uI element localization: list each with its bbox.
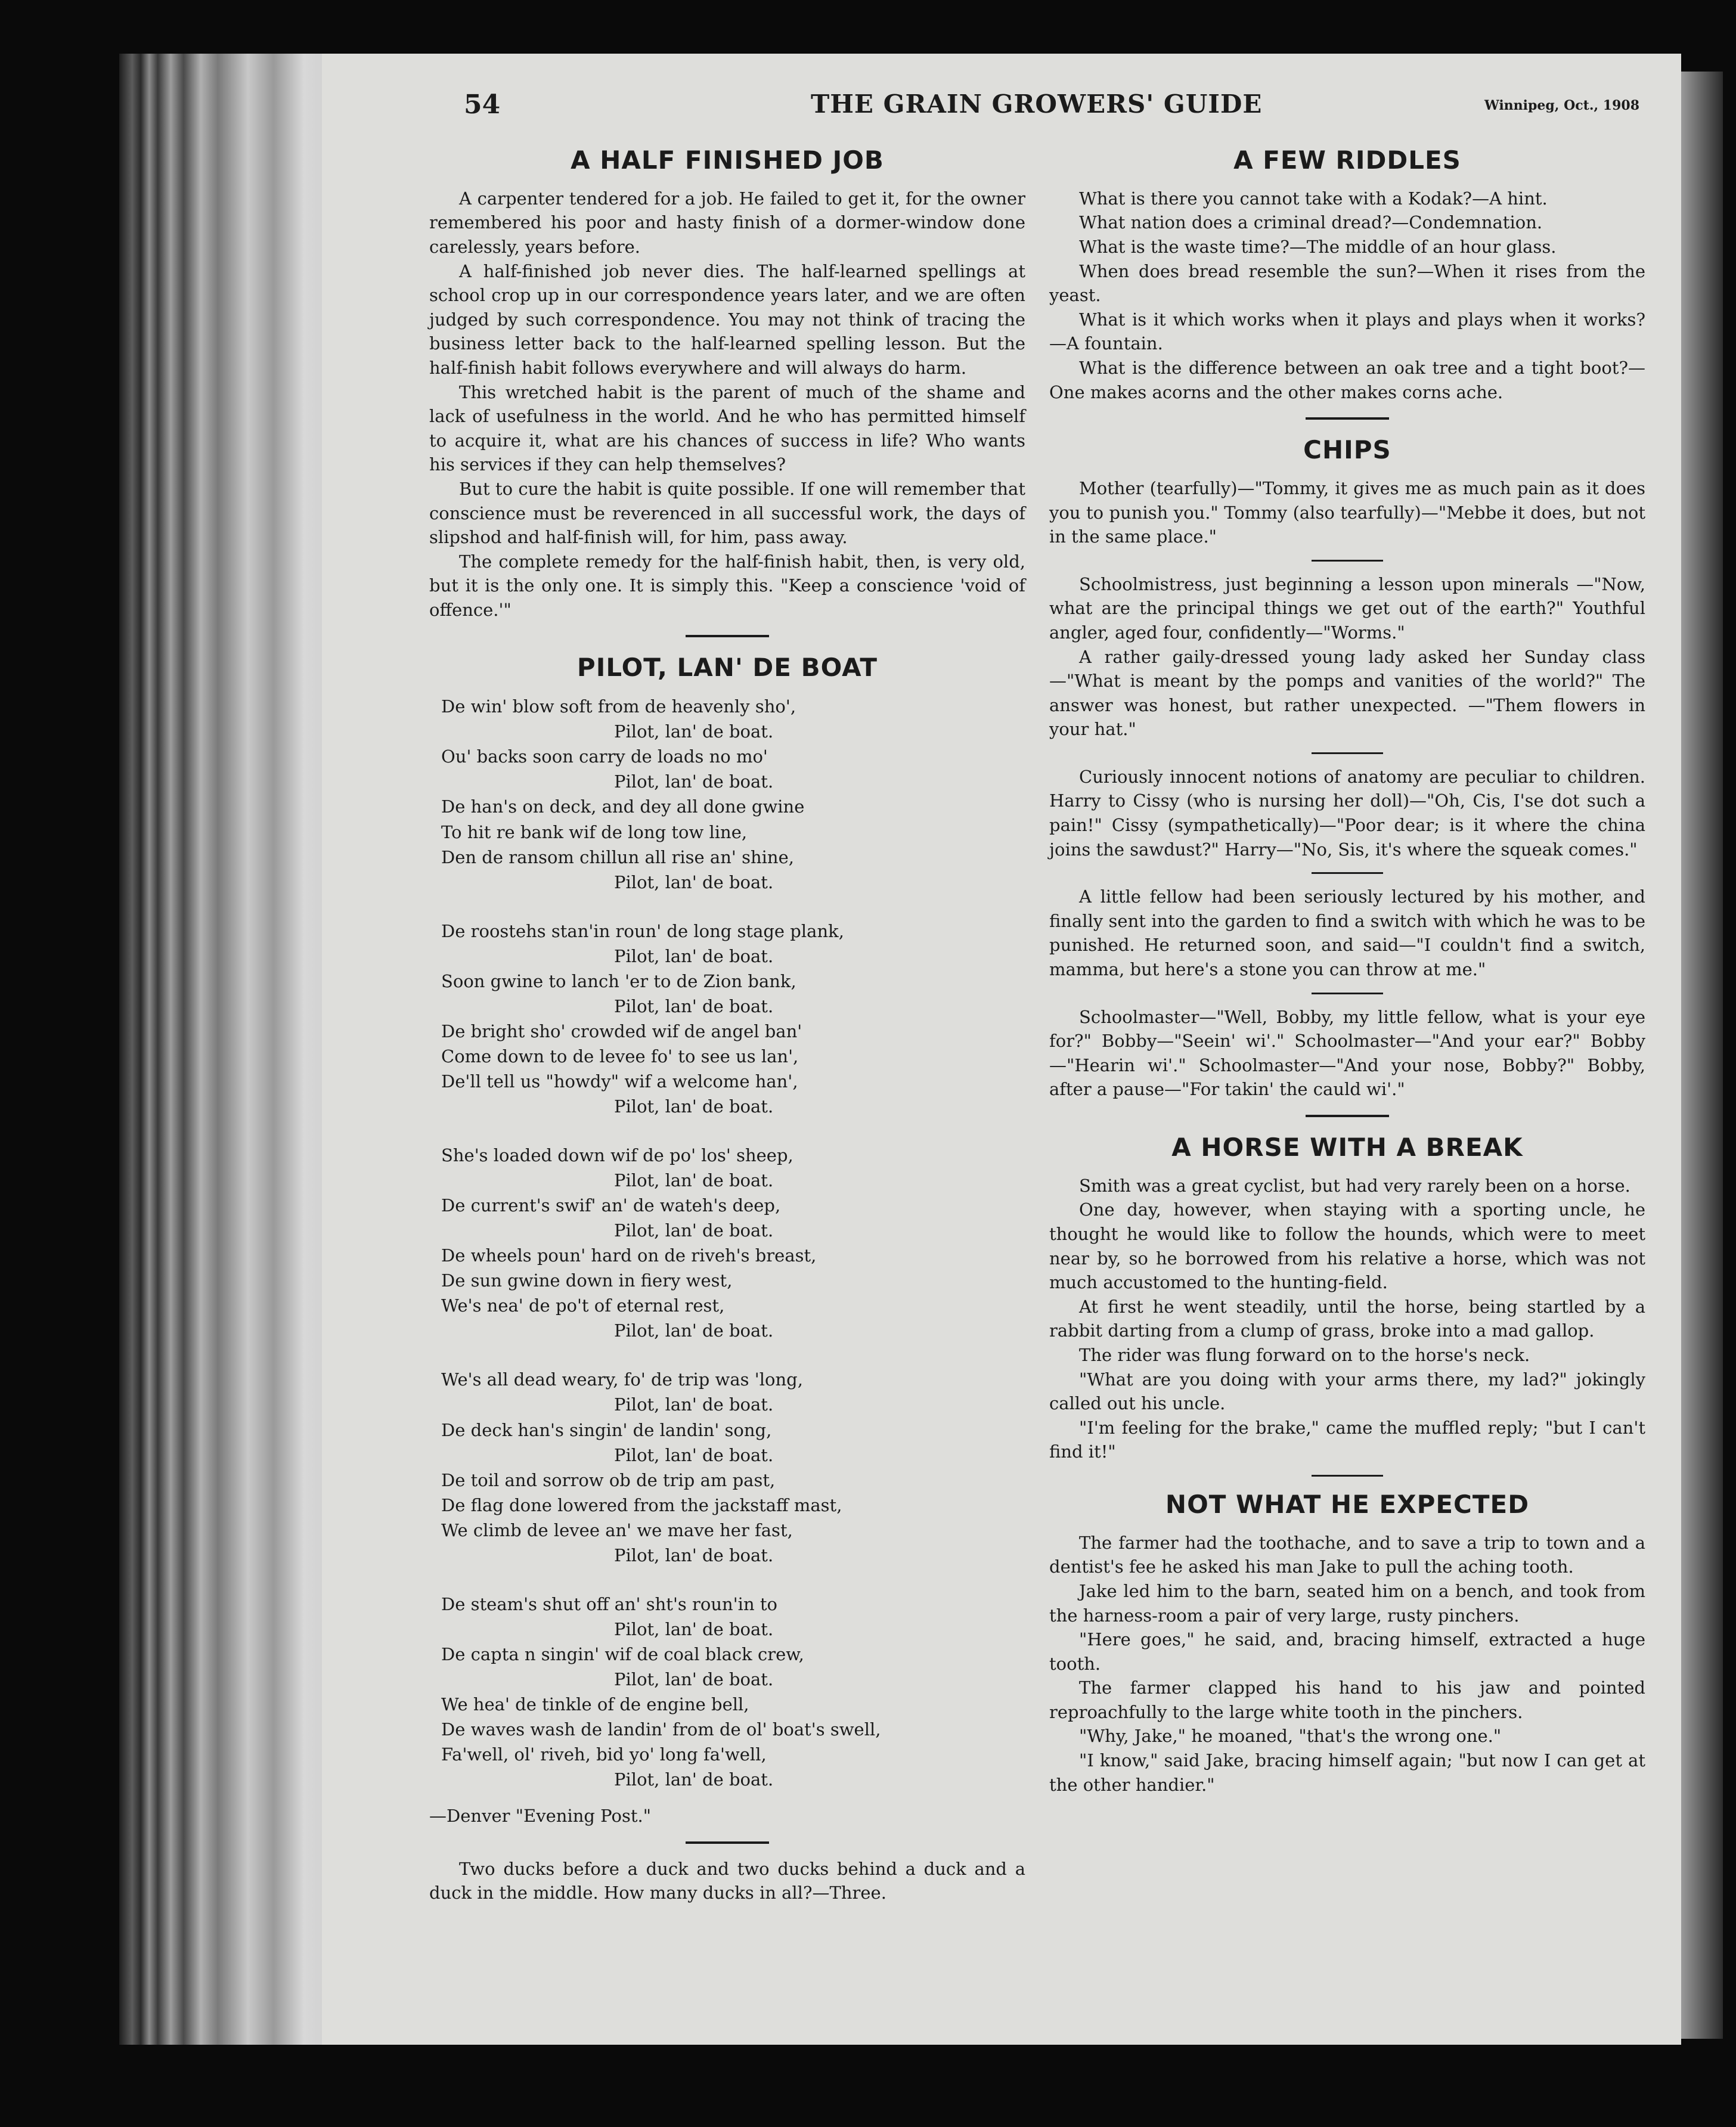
poem-refrain: Pilot, lan' de boat. [614,1545,774,1565]
paragraph: "I know," said Jake, bracing himself again; "but now I can get at the other handier." [1049,1750,1645,1795]
article-horse-with-a-break [1049,1130,1645,1464]
item-divider [1312,752,1383,754]
poem-stanza [429,1592,1025,1792]
poem-line: De bright sho' crowded wif de angel ban' [441,1021,802,1041]
section-divider [1306,417,1389,420]
paragraph: A carpenter tendered for a job. He failed to get it, for the owner remembered his poor and hasty finish of a dormer-window done carelessly, years before. [429,188,1025,257]
item-divider [1312,560,1383,562]
riddle: What is there you cannot take with a Kodak?—A hint. [1079,188,1548,209]
poem-stanza [429,1143,1025,1343]
article-not-what-he-expected [1049,1487,1645,1797]
poem-stanza [429,919,1025,1119]
paragraph: But to cure the habit is quite possible. If one will remember that conscience must be reverenced in all successful work, the days of slipshod and half-finish will, for him, pass away. [429,478,1025,548]
poem-refrain: Pilot, lan' de boat. [614,1444,774,1465]
article-title: CHIPS [1303,435,1391,465]
paragraph: A half-finished job never dies. The half-learned spellings at school crop up in our correspondence years later, and we are often judged by such correspondence. You may not think of tracing the business letter back to the half-learned spelling lesson. But the half-finish habit follows everywhere and will always do harm. [429,261,1025,378]
section-divider [1306,1115,1389,1117]
poem-credit: —Denver "Evening Post." [429,1806,652,1827]
poem-line: De sun gwine down in fiery west, [441,1270,733,1291]
poem-line: De waves wash de landin' from de ol' boat's swell, [441,1719,881,1740]
chip-item: Curiously innocent notions of anatomy are peculiar to children. Harry to Cissy (who is nursing her doll)—"Oh, Cis, I'se dot such a pain!" Cissy (sympathetically)—"Poor dear; is it where the china joins the sawdust?" Harry—"No, Sis, it's where the squeak comes." [1049,766,1645,860]
poem-stanza [429,1367,1025,1567]
article-few-riddles [1049,143,1645,404]
article-title: A HALF FINISHED JOB [571,145,884,175]
paragraph: The complete remedy for the half-finish habit, then, is very old, but it is the only one. It is simply this. "Keep a conscience 'void of offence.'" [429,551,1025,620]
riddle: What is it which works when it plays and plays when it works?—A fountain. [1049,309,1645,354]
poem-refrain: Pilot, lan' de boat. [614,1669,774,1689]
page-number: 54 [464,89,501,120]
poem-line: We's all dead weary, fo' de trip was 'long, [441,1369,803,1390]
poem-body [429,694,1025,1792]
poem-line: De flag done lowered from the jackstaff mast, [441,1495,842,1515]
section-divider [686,1841,769,1844]
page-edge [1681,72,1723,2039]
poem-line: De capta n singin' wif de coal black crew, [441,1644,804,1664]
poem-refrain: Pilot, lan' de boat. [614,1769,774,1790]
poem-line: She's loaded down wif de po' los' sheep, [441,1145,793,1166]
poem-refrain: Pilot, lan' de boat. [614,872,774,892]
chip-item: Mother (tearfully)—"Tommy, it gives me as much pain as it does you to punish you." Tommy (also tearfully)—"Mebbe it does, but not in the same place." [1049,478,1645,547]
poem-line: Den de ransom chillun all rise an' shine, [441,847,794,867]
poem-line: We's nea' de po't of eternal rest, [441,1295,725,1316]
poem-title: PILOT, LAN' DE BOAT [576,653,878,683]
riddle: What is the difference between an oak tree and a tight boot?—One makes acorns and the other makes corns ache. [1049,357,1645,402]
paragraph: This wretched habit is the parent of much of the shame and lack of usefulness in the world. And he who has permitted himself to acquire it, what are his chances of success in life? Who wants his services if they can help themselves? [429,382,1025,475]
poem-refrain: Pilot, lan' de boat. [614,771,774,792]
book-binding [119,54,334,2045]
article-chips [1049,433,1645,1102]
paragraph: "What are you doing with your arms there, my lad?" jokingly called out his uncle. [1049,1369,1645,1414]
poem-refrain: Pilot, lan' de boat. [614,1220,774,1241]
publication-title: THE GRAIN GROWERS' GUIDE [811,89,1263,119]
paragraph: At first he went steadily, until the horse, being startled by a rabbit darting from a clump of grass, broke into a mad gallop. [1049,1296,1645,1341]
chip-item: Schoolmistress, just beginning a lesson upon minerals —"Now, what are the principal things we get out of the earth?" Youthful angler, aged four, confidently—"Worms." [1049,573,1645,643]
dateline: Winnipeg, Oct., 1908 [1484,98,1640,113]
paragraph: The farmer clapped his hand to his jaw and pointed reproachfully to the large white tooth in the pinchers. [1049,1678,1645,1722]
poem-line: Ou' backs soon carry de loads no mo' [441,746,768,767]
section-divider [1312,1475,1383,1477]
newspaper-page [322,54,1681,2045]
paragraph: "I'm feeling for the brake," came the muffled reply; "but I can't find it!" [1049,1417,1645,1462]
paragraph: The rider was flung forward on to the horse's neck. [1079,1344,1530,1365]
poem-refrain: Pilot, lan' de boat. [614,945,774,966]
paragraph: One day, however, when staying with a sporting uncle, he thought he would like to follow the hounds, which were to meet near by, so he borrowed from his relative a horse, which was not much accustomed to the hunting-field. [1049,1199,1645,1293]
chip-item: A rather gaily-dressed young lady asked her Sunday class—"What is meant by the pomps and vanities of the world?" The answer was honest, but rather unexpected. —"Them flowers in your hat." [1049,646,1645,740]
riddle: What nation does a criminal dread?—Condemnation. [1079,212,1543,233]
right-column [1049,137,1645,1797]
paragraph: Smith was a great cyclist, but had very rarely been on a horse. [1079,1175,1630,1196]
poem-line: Come down to de levee fo' to see us lan', [441,1046,799,1066]
poem-refrain: Pilot, lan' de boat. [614,1320,774,1341]
chip-item: Schoolmaster—"Well, Bobby, my little fellow, what is your eye for?" Bobby—"Seein' wi'." Schoolmaster—"And your ear?" Bobby—"Hearin wi'." Schoolmaster—"And your nose, Bobby?" Bobby, after a pause—"For takin' the cauld wi'." [1049,1006,1645,1100]
poem-line: De'll tell us "howdy" wif a welcome han', [441,1071,798,1092]
item-divider [1312,993,1383,994]
riddle: When does bread resemble the sun?—When it rises from the yeast. [1049,261,1645,306]
article-title: NOT WHAT HE EXPECTED [1165,1489,1530,1519]
poem-line: Soon gwine to lanch 'er to de Zion bank, [441,971,796,991]
paragraph: The farmer had the toothache, and to save a trip to town and a dentist's fee he asked his man Jake to pull the aching tooth. [1049,1532,1645,1577]
article-title: A HORSE WITH A BREAK [1171,1133,1523,1162]
poem-refrain: Pilot, lan' de boat. [614,1394,774,1415]
left-column [429,137,1025,1905]
poem-line: To hit re bank wif de long tow line, [441,821,748,842]
ducks-riddle: Two ducks before a duck and two ducks behind a duck and a duck in the middle. How many ducks in all?—Three. [429,1858,1025,1903]
poem-refrain: Pilot, lan' de boat. [614,1096,774,1117]
poem-refrain: Pilot, lan' de boat. [614,1170,774,1191]
paragraph: "Why, Jake," he moaned, "that's the wrong one." [1079,1726,1502,1747]
poem-line: De han's on deck, and dey all done gwine [441,796,805,817]
riddle: What is the waste time?—The middle of an hour glass. [1079,236,1557,257]
poem-line: De win' blow soft from de heavenly sho', [441,696,796,717]
poem-line: De deck han's singin' de landin' song, [441,1419,772,1440]
poem-line: De steam's shut off an' sht's roun'in to [441,1593,777,1614]
poem-refrain: Pilot, lan' de boat. [614,996,774,1016]
poem-line: We hea' de tinkle of de engine bell, [441,1694,749,1714]
section-divider [686,635,769,637]
chip-item: A little fellow had been seriously lectured by his mother, and finally sent into the garden to find a switch with which he was to be punished. He returned soon, and said—"I couldn't find a switch, mamma, but here's a stone you can throw at me." [1049,886,1645,980]
poem-refrain: Pilot, lan' de boat. [614,1618,774,1639]
article-title: A FEW RIDDLES [1233,145,1461,175]
poem-pilot-lan-de-boat [429,650,1025,1828]
poem-refrain: Pilot, lan' de boat. [614,721,774,742]
poem-stanza [429,694,1025,894]
poem-line: De roostehs stan'in roun' de long stage plank, [441,920,844,941]
poem-line: Fa'well, ol' riveh, bid yo' long fa'well, [441,1744,767,1765]
poem-line: We climb de levee an' we mave her fast, [441,1520,793,1540]
poem-line: De toil and sorrow ob de trip am past, [441,1469,776,1490]
paragraph: Jake led him to the barn, seated him on a bench, and took from the harness-room a pair of very large, rusty pinchers. [1049,1580,1645,1626]
article-half-finished-job [429,143,1025,622]
poem-line: De wheels poun' hard on de riveh's breast, [441,1245,817,1266]
poem-line: De current's swif' an' de wateh's deep, [441,1195,781,1216]
paragraph: "Here goes," he said, and, bracing himself, extracted a huge tooth. [1049,1629,1645,1674]
item-divider [1312,872,1383,874]
